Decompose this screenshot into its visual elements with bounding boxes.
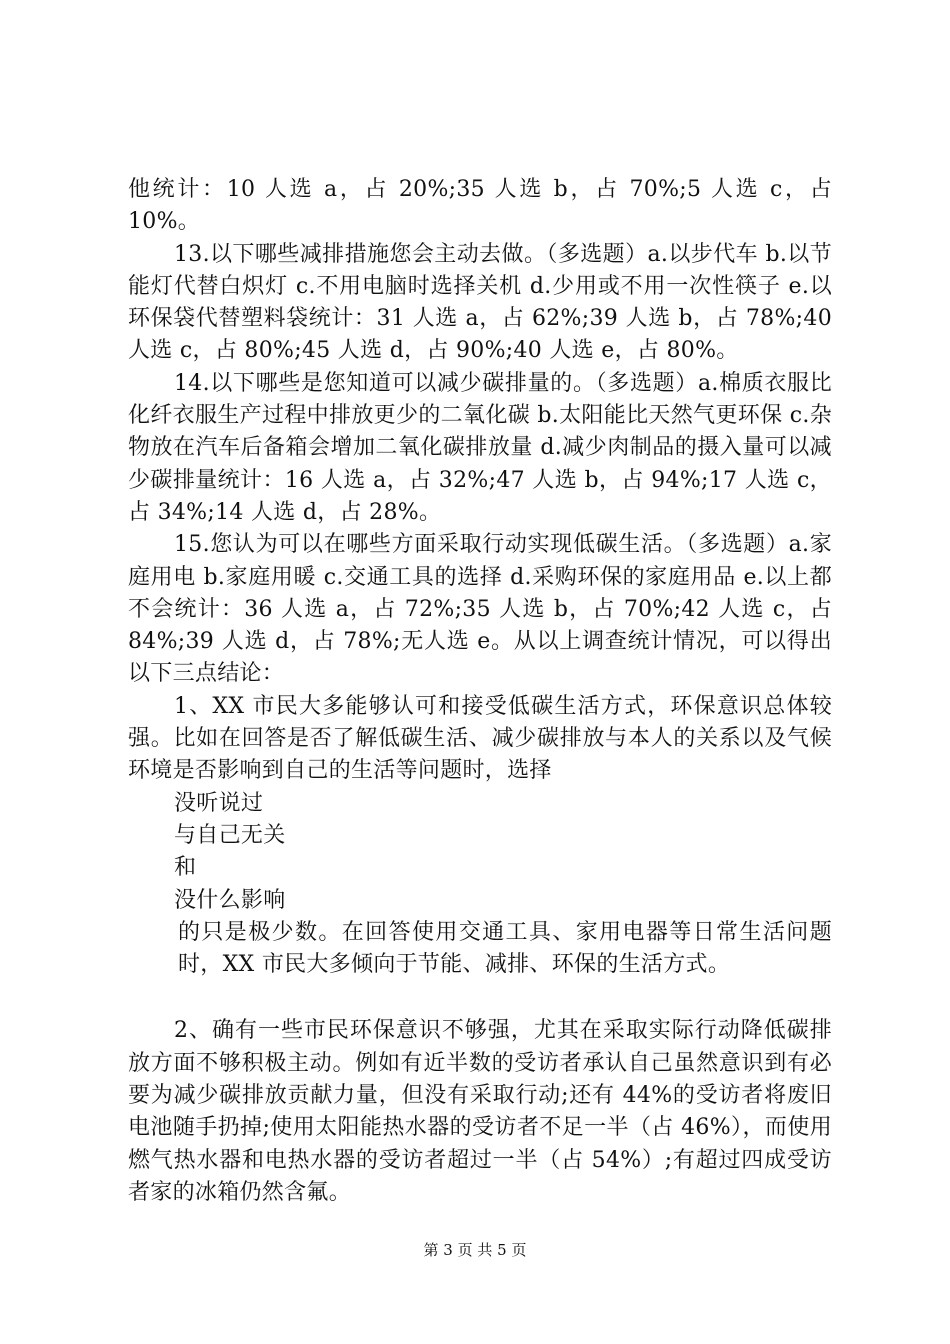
paragraph-conclusion-1-tail: 的只是极少数。在回答使用交通工具、家用电器等日常生活问题时，XX 市民大多倾向于节能、减排、环保的生活方式。	[178, 919, 832, 978]
paragraph-continuation: 他统计：10 人选 a，占 20%;35 人选 b，占 70%;5 人选 c，占 10%。	[128, 177, 832, 235]
paragraph-question-13: 13.以下哪些减排措施您会主动去做。（多选题）a.以步代车 b.以节能灯代替白炽灯 c.不用电脑时选择关机 d.少用或不用一次性筷子 e.以环保袋代替塑料袋统计：31 人选 a，占 62%;39 人选 b，占 78%;40 人选 c，占 80%;45 人选 d，占 90%;40 人选 e，占 80%。	[128, 241, 832, 364]
quoted-choice-no-impact: 没什么影响	[174, 887, 286, 913]
paragraph-conclusion-2: 2、确有一些市民环保意识不够强，尤其在采取实际行动降低碳排放方面不够积极主动。例如有近半数的受访者承认自己虽然意识到有必要为减少碳排放贡献力量，但没有采取行动;还有 44%的受访者将废旧电池随手扔掉;使用太阳能热水器的受访者不足一半（占 46%），而使用燃气热水器和电热水器的受访者超过一半（占 54%）;有超过四成受访者家的冰箱仍然含氟。	[128, 1018, 832, 1205]
paragraph-conclusion-1: 1、XX 市民大多能够认可和接受低碳生活方式，环保意识总体较强。比如在回答是否了解低碳生活、减少碳排放与本人的关系以及气候环境是否影响到自己的生活等问题时，选择	[128, 693, 832, 784]
quoted-choice-unrelated: 与自己无关	[174, 822, 286, 848]
page-indicator: 第 3 页 共 5 页	[423, 1241, 527, 1259]
paragraph-gap	[128, 981, 832, 1015]
conjunction-and: 和	[174, 855, 197, 881]
quoted-choice-never-heard: 没听说过	[174, 790, 264, 816]
paragraph-question-14: 14.以下哪些是您知道可以减少碳排量的。（多选题）a.棉质衣服比化纤衣服生产过程中排放更少的二氧化碳 b.太阳能比天然气更环保 c.杂物放在汽车后备箱会增加二氧化碳排放量 d.减少肉制品的摄入量可以减少碳排量统计：16 人选 a，占 32%;47 人选 b，占 94%;17 人选 c，占 34%;14 人选 d，占 28%。	[128, 370, 832, 525]
document-body	[128, 174, 832, 1209]
paragraph-question-15: 15.您认为可以在哪些方面采取行动实现低碳生活。（多选题）a.家庭用电 b.家庭用暖 c.交通工具的选择 d.采购环保的家庭用品 e.以上都不会统计：36 人选 a，占 72%;35 人选 b，占 70%;42 人选 c，占 84%;39 人选 d，占 78%;无人选 e。从以上调查统计情况，可以得出以下三点结论：	[128, 532, 832, 687]
